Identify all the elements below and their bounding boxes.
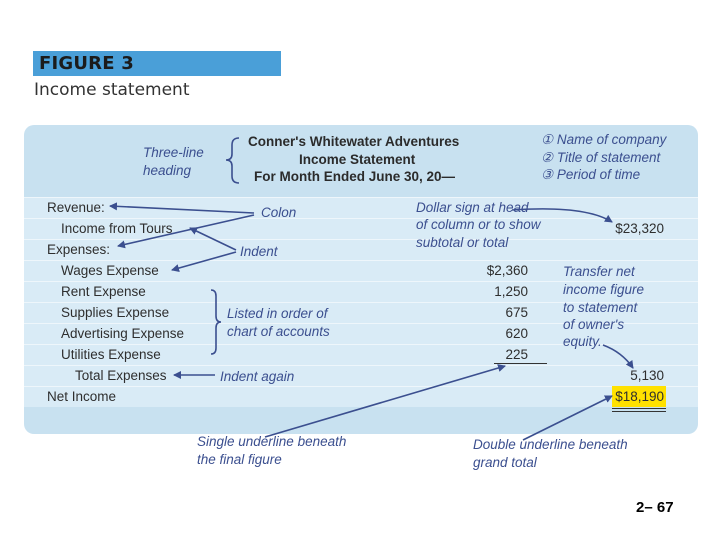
amount-income-from-tours: $23,320 (615, 221, 664, 236)
note-transfer-2: income figure (563, 282, 645, 297)
arrow-colon-revenue (110, 206, 254, 213)
note-double-underline-2: grand total (473, 455, 537, 470)
note-dollar-sign-2: of column or to show (416, 217, 541, 232)
figure-label: FIGURE 3 (39, 53, 134, 74)
arrow-single-underline (265, 366, 505, 437)
note-transfer-1: Transfer net (563, 264, 635, 279)
note-three-line: Three-line (143, 145, 204, 160)
note-heading: heading (143, 163, 192, 178)
arrow-double-underline (523, 396, 612, 440)
arrow-colon-expenses (118, 215, 254, 246)
label-total-expenses: Total Expenses (75, 368, 167, 383)
brace-heading (226, 138, 239, 183)
amount-advertising: 620 (505, 326, 528, 341)
label-advertising-expense: Advertising Expense (61, 326, 185, 341)
amount-total-expenses: 5,130 (630, 368, 664, 383)
brace-accounts (211, 290, 221, 354)
arrow-dollar-sign (512, 209, 612, 222)
slide-number: 2– 67 (636, 499, 674, 516)
amount-wages: $2,360 (486, 263, 528, 278)
amount-rent: 1,250 (494, 284, 528, 299)
note-period-of-time: ③ Period of time (541, 167, 641, 182)
statement-title: Income Statement (299, 152, 416, 167)
note-dollar-sign-3: subtotal or total (416, 235, 509, 250)
note-transfer-3: to statement (563, 300, 638, 315)
label-rent-expense: Rent Expense (61, 284, 146, 299)
amount-net-income: $18,190 (615, 389, 664, 404)
note-colon: Colon (261, 205, 297, 220)
note-listed-order-1: Listed in order of (227, 306, 328, 321)
label-revenue: Revenue: (47, 200, 105, 215)
label-expenses: Expenses: (47, 242, 111, 257)
label-supplies-expense: Supplies Expense (61, 305, 170, 320)
statement-period: For Month Ended June 30, 20— (254, 169, 456, 184)
note-double-underline-1: Double underline beneath (473, 437, 628, 452)
note-listed-order-2: chart of accounts (227, 324, 330, 339)
note-name-of-company: ① Name of company (541, 132, 667, 147)
note-transfer-5: equity. (563, 334, 602, 349)
label-utilities-expense: Utilities Expense (61, 347, 161, 362)
note-title-of-statement: ② Title of statement (541, 150, 661, 165)
amount-supplies: 675 (505, 305, 528, 320)
figure-caption: Income statement (34, 80, 190, 100)
label-wages-expense: Wages Expense (61, 263, 159, 278)
note-transfer-4: of owner's (563, 317, 625, 332)
note-single-underline-2: the final figure (197, 452, 282, 467)
amount-utilities: 225 (505, 347, 528, 362)
note-dollar-sign-1: Dollar sign at head (416, 200, 529, 215)
note-indent-again: Indent again (220, 369, 295, 384)
note-indent: Indent (240, 244, 278, 259)
label-income-from-tours: Income from Tours (61, 221, 173, 236)
label-net-income: Net Income (47, 389, 117, 404)
company-name: Conner's Whitewater Adventures (248, 134, 460, 149)
arrow-indent-wages (172, 252, 236, 270)
note-single-underline-1: Single underline beneath (197, 434, 347, 449)
arrow-indent-income (190, 228, 236, 250)
arrow-transfer (603, 345, 633, 368)
